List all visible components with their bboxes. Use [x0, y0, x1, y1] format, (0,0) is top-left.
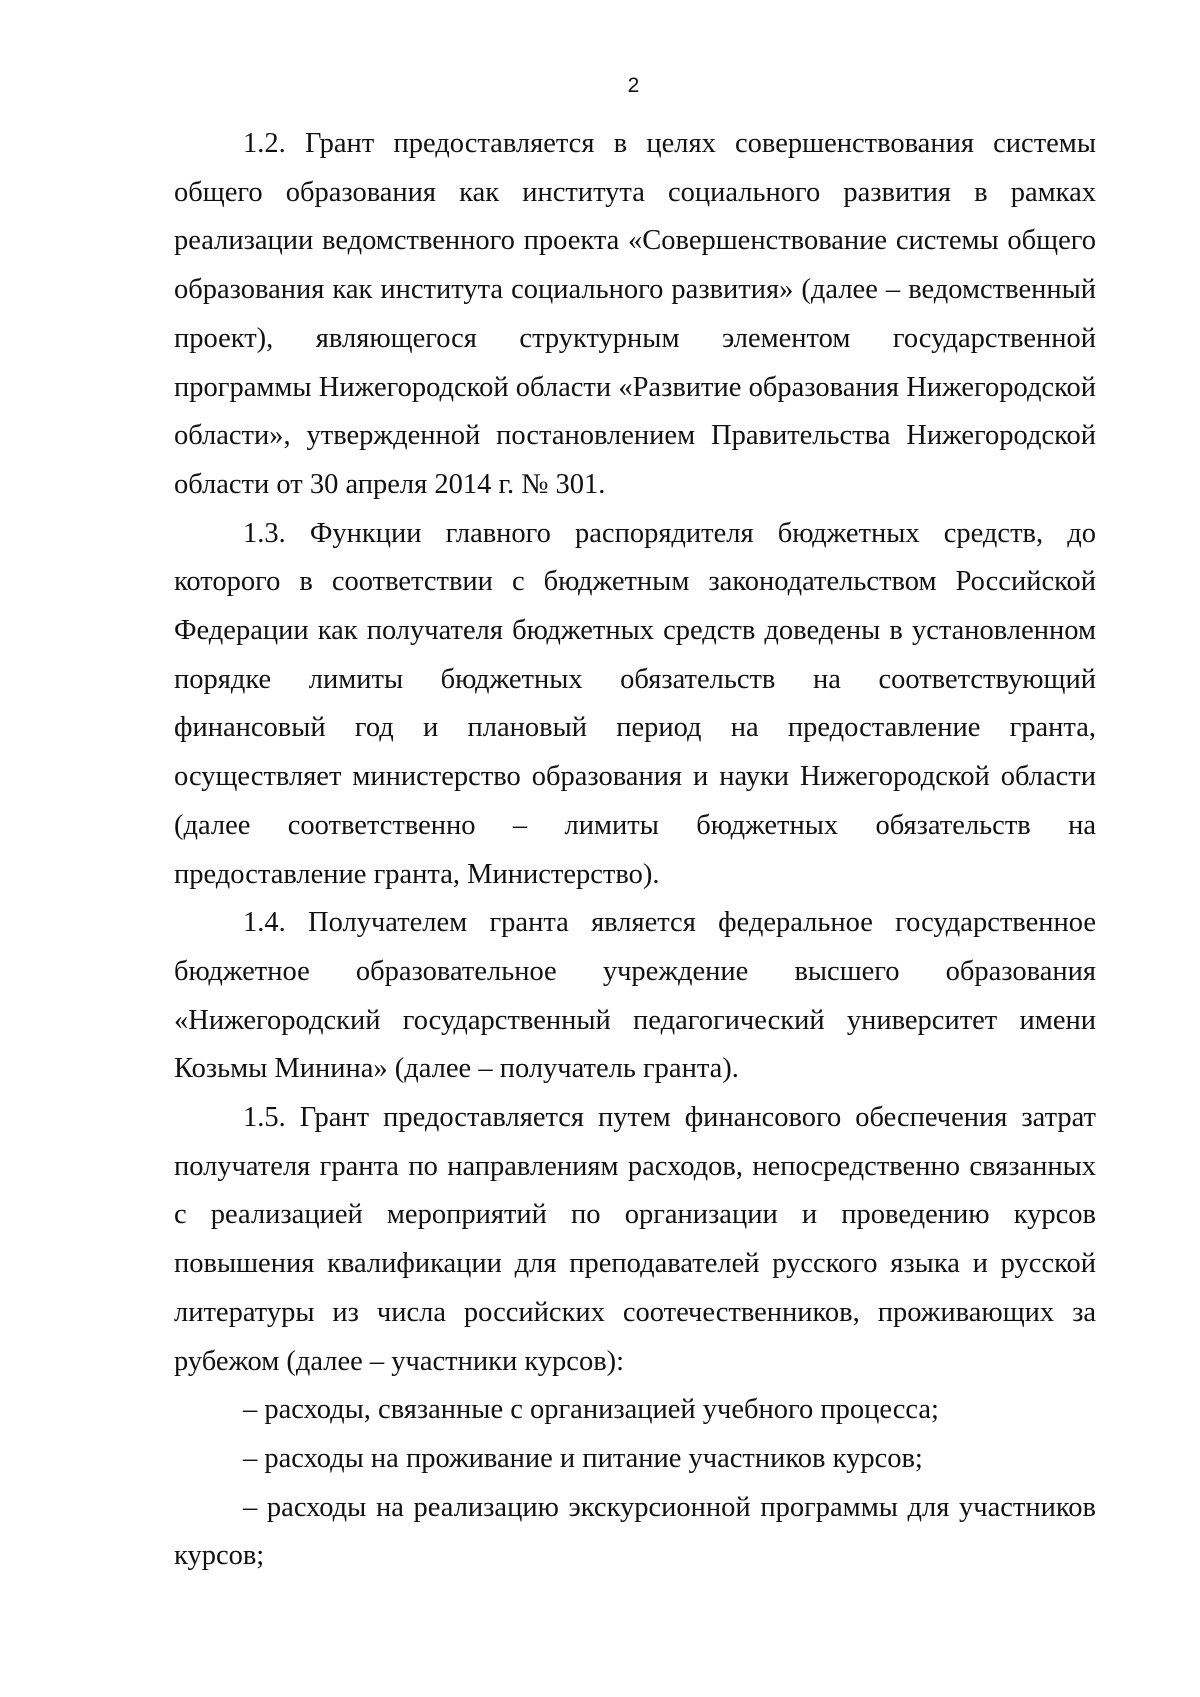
paragraph-1-3: 1.3. Функции главного распорядителя бюджетных средств, до которого в соответствии с бюджетным законодательством Российской Федерации как получателя бюджетных средств доведены в установленном порядке лимиты бюджетных обязательств на соответствующий финансовый год и плановый период на предоставление гранта, осуществляет министерство образования и науки Нижегородской области (далее соответственно – лимиты бюджетных обязательств на предоставление гранта, Министерство).	[174, 517, 1096, 890]
list-item-expense-education: – расходы, связанные с организацией учебного процесса;	[243, 1394, 939, 1426]
document-body	[174, 120, 1096, 1581]
list-item-expense-excursion: – расходы на реализацию экскурсионной программы для участников курсов;	[174, 1491, 1096, 1572]
paragraph-1-4: 1.4. Получателем гранта является федеральное государственное бюджетное образовательное учреждение высшего образования «Нижегородский государственный педагогический университет имени Козьмы Минина» (далее – получатель гранта).	[174, 907, 1096, 1085]
list-item-expense-accommodation: – расходы на проживание и питание участников курсов;	[243, 1442, 923, 1474]
page-number: 2	[627, 74, 640, 97]
paragraph-1-2: 1.2. Грант предоставляется в целях совершенствования системы общего образования как института социального развития в рамках реализации ведомственного проекта «Совершенствование системы общего образования как института социального развития» (далее – ведомственный проект), являющегося структурным элементом государственной программы Нижегородской области «Развитие образования Нижегородской области», утвержденной постановлением Правительства Нижегородской области от 30 апреля 2014 г. № 301.	[174, 128, 1096, 500]
paragraph-1-5: 1.5. Грант предоставляется путем финансового обеспечения затрат получателя гранта по направлениям расходов, непосредственно связанных с реализацией мероприятий по организации и проведению курсов повышения квалификации для преподавателей русского языка и русской литературы из числа российских соотечественников, проживающих за рубежом (далее – участники курсов):	[174, 1102, 1096, 1377]
